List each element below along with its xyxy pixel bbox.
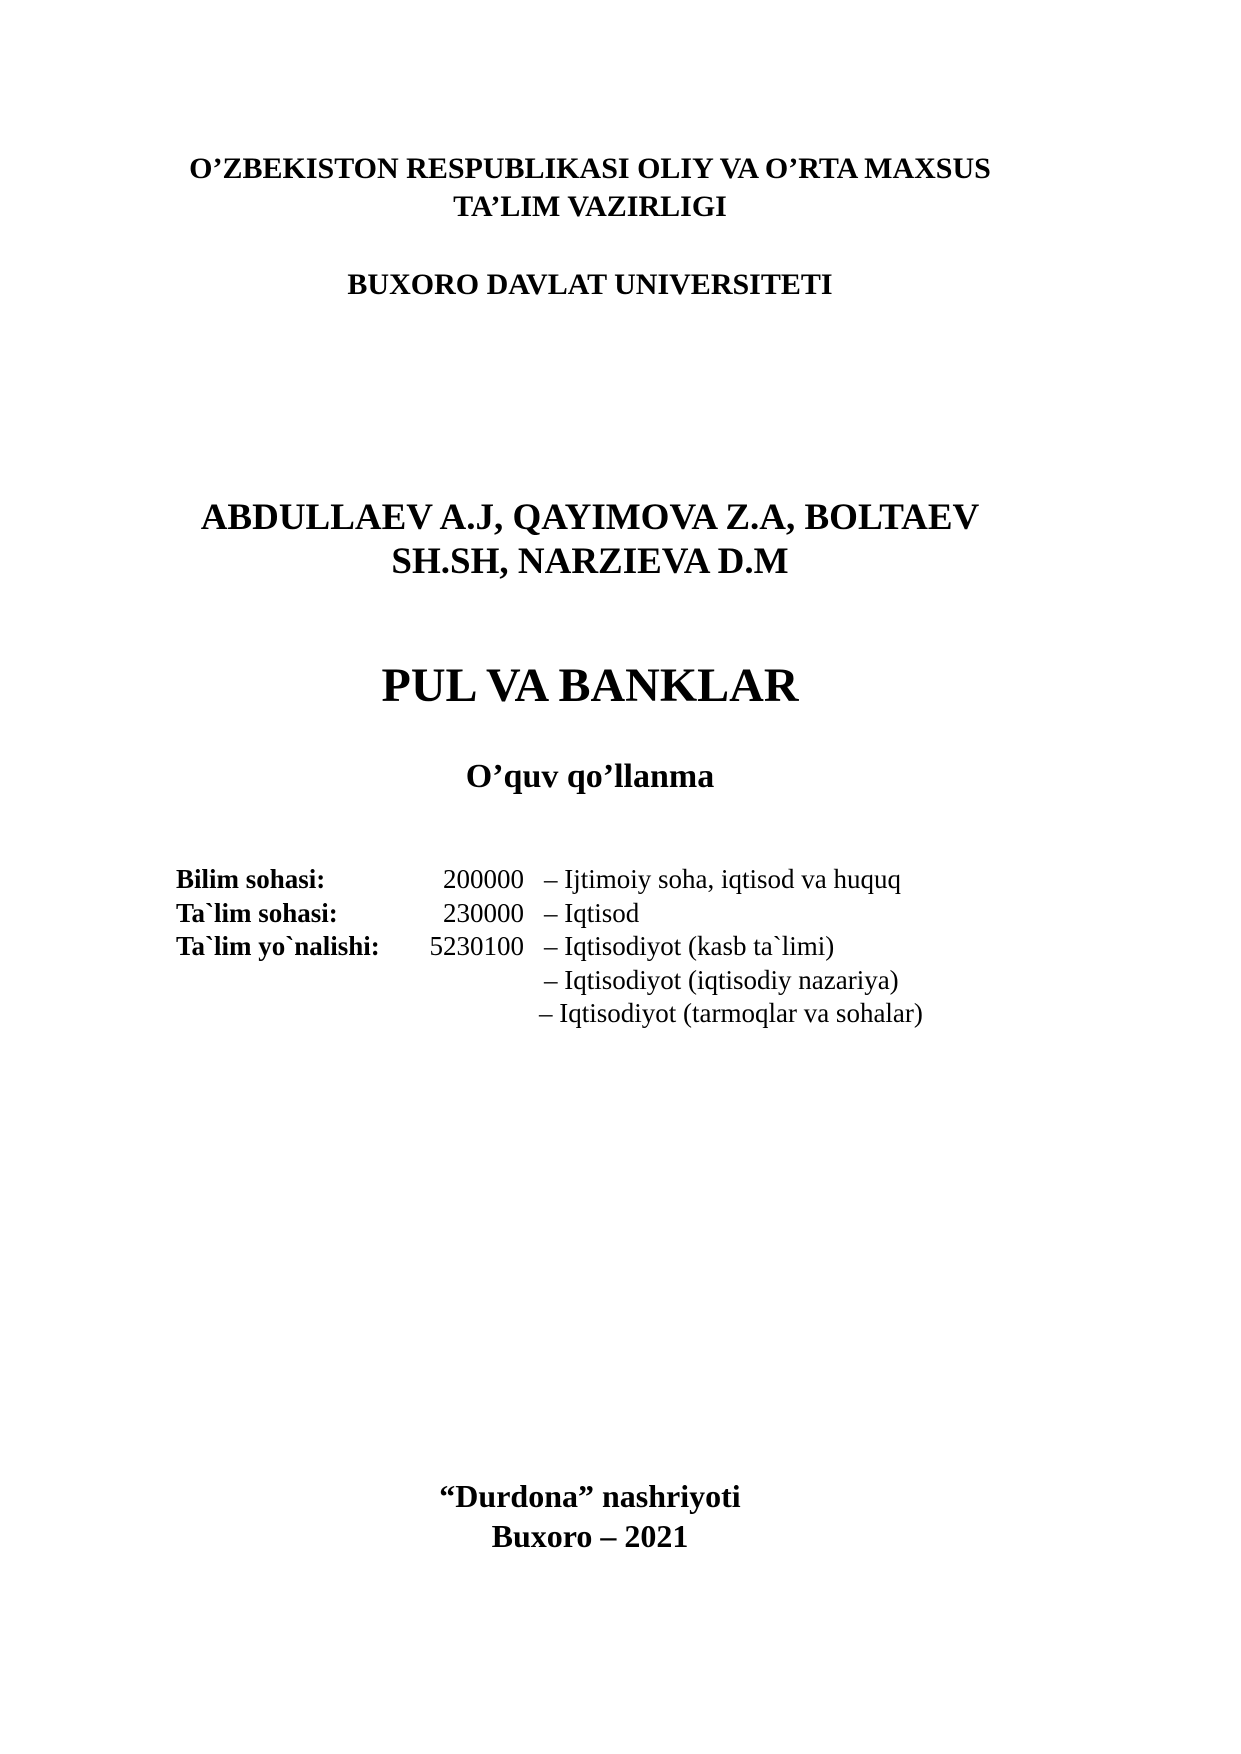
authors-line-2: SH.SH, NARZIEVA D.M — [391, 541, 789, 582]
ministry-line-1: O’ZBEKISTON RESPUBLIKASI OLIY VA O’RTA MAXSUS — [189, 152, 991, 185]
classification-extra-item: – Iqtisodiyot (iqtisodiy nazariya) — [544, 964, 899, 995]
classification-label: Bilim sohasi: — [176, 864, 326, 894]
book-title: PUL VA BANKLAR — [381, 659, 799, 712]
publisher-info — [0, 1476, 1180, 1556]
classification-code: 5230100 — [429, 931, 524, 961]
classification-row — [176, 930, 923, 964]
classification-extra-item: – Iqtisodiyot (tarmoqlar va sohalar) — [539, 998, 923, 1028]
classification-table — [176, 863, 923, 1031]
classification-code: 230000 — [443, 897, 524, 928]
classification-code: 200000 — [443, 864, 524, 894]
classification-row — [176, 897, 923, 931]
classification-label: Ta`lim sohasi: — [176, 897, 338, 928]
authors — [0, 496, 1180, 584]
classification-description: – Ijtimoiy soha, iqtisod va huquq — [544, 864, 901, 894]
book-subtitle: O’quv qo’llanma — [465, 758, 715, 795]
authors-line-1: ABDULLAEV A.J, QAYIMOVA Z.A, BOLTAEV — [200, 497, 980, 538]
classification-row — [176, 863, 923, 897]
publisher-name: “Durdona” nashriyoti — [439, 1478, 741, 1514]
ministry-heading — [0, 150, 1180, 226]
classification-label: Ta`lim yo`nalishi: — [176, 931, 380, 961]
publisher-place-year: Buxoro – 2021 — [491, 1518, 689, 1554]
classification-description: – Iqtisodiyot (kasb ta`limi) — [544, 931, 835, 961]
university-name: BUXORO DAVLAT UNIVERSITETI — [347, 268, 833, 301]
classification-description: – Iqtisod — [544, 897, 640, 928]
ministry-line-2: TA’LIM VAZIRLIGI — [453, 190, 727, 223]
